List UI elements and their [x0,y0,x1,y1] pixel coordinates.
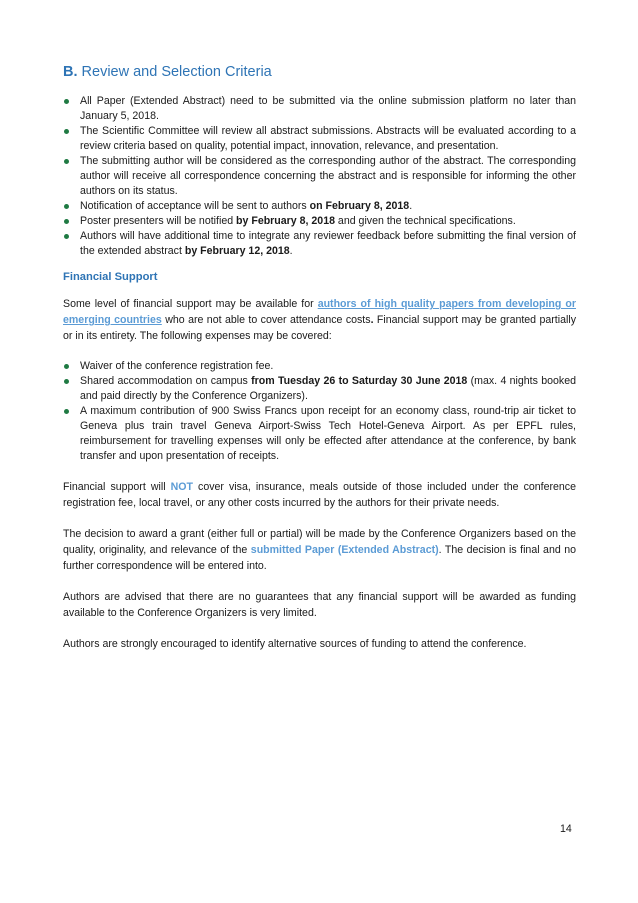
list-item [63,154,576,199]
bullet-icon [64,234,69,239]
paragraph-text: who are not able to cover attendance costs [161,314,371,326]
list-item-text: . [289,245,293,257]
criteria-list [63,94,576,259]
spacer [63,464,576,479]
bullet-icon [64,409,69,414]
list-item [63,94,576,124]
list-item-text: The Scientific Committee will review all abstract submissions. Abstracts will be evaluated according to a review criteria based on quality, potential impact, innovation, relevance, and presentation. [80,125,576,152]
list-item [63,124,576,154]
eligibility-link[interactable]: authors of high quality papers from developing or emerging countries [63,298,576,326]
list-item-text: Notification of acceptance will be sent to authors [80,200,310,212]
bullet-icon [64,204,69,209]
not-covered-paragraph [63,479,576,511]
paragraph-text: . The decision is final and no further correspondence will be entered into. [63,544,577,572]
spacer [63,574,576,589]
list-item [63,404,576,464]
deadline-date: by February 12, 2018 [184,245,290,257]
paragraph-text: cover visa, insurance, meals outside of those included under the conference registration fee, local travel, or any other costs incurred by the authors for their private needs. [63,481,576,509]
list-item-text: Shared accommodation on campus [80,375,252,387]
accommodation-dates: from Tuesday 26 to Saturday 30 June 2018 [251,375,468,387]
paragraph-text: Financial support may be granted partially or in its entirety. The following expenses may be covered: [63,314,576,342]
paragraph-text: Financial support will [63,481,171,493]
bullet-icon [64,379,69,384]
advised-paragraph: Authors are advised that there are no guarantees that any financial support will be awarded as funding available to the Conference Organizers is very limited. [63,591,576,619]
submitted-paper-emphasis: submitted Paper (Extended Abstract) [250,544,439,556]
list-item-text: The submitting author will be considered as the corresponding author of the abstract. The corresponding author will receive all correspondence concerning the abstract and is responsible for informing the other authors on its status. [80,155,576,197]
paragraph-text: The decision to award a grant (either full or partial) will be made by the Conference Organizers based on the quality, originality, and relevance of the [63,528,576,556]
list-item [63,374,576,404]
list-item-text: A maximum contribution of 900 Swiss Francs upon receipt for an economy class, round-trip air ticket to Geneva plus train travel Geneva Airport-Swiss Tech Hotel-Geneva Airport. As per EPFL rules, reimbursement for travelling expenses will only be effected after attendance at the conference, by bank transfer and upon presentation of receipts. [80,405,576,462]
section-letter: B. [63,64,78,80]
bullet-icon [64,364,69,369]
list-item [63,214,576,229]
section-heading [63,64,576,80]
page-number: 14 [560,823,572,835]
financial-support-heading: Financial Support [63,271,158,283]
paragraph-text: . [370,314,374,326]
spacer [63,621,576,636]
list-item-text: All Paper (Extended Abstract) need to be submitted via the online submission platform no later than January 5, 2018. [80,95,576,122]
financial-intro-paragraph [63,296,576,344]
list-item-text: Poster presenters will be notified [80,215,237,227]
deadline-date: by February 8, 2018 [236,215,335,227]
list-item-text: Authors will have additional time to integrate any reviewer feedback before submitting the final version of the extended abstract [80,230,576,257]
list-item [63,229,576,259]
encouraged-paragraph: Authors are strongly encouraged to identify alternative sources of funding to attend the conference. [63,638,527,650]
section-title: Review and Selection Criteria [77,64,272,80]
bullet-icon [64,219,69,224]
list-item-text: Waiver of the conference registration fee. [80,360,274,372]
list-item-text: . [409,200,413,212]
spacer [63,511,576,526]
list-item-text: and given the technical specifications. [334,215,516,227]
page-content [63,64,576,652]
paragraph-text: Some level of financial support may be available for [63,298,318,310]
list-item [63,199,576,214]
bullet-icon [64,99,69,104]
emphasis-not: NOT [170,481,193,493]
list-item [63,359,576,374]
decision-paragraph [63,526,576,574]
bullet-icon [64,159,69,164]
spacer [63,344,576,359]
bullet-icon [64,129,69,134]
list-item-text: (max. 4 nights booked and paid directly by the Conference Organizers). [80,375,577,402]
deadline-date: on February 8, 2018 [309,200,410,212]
expenses-list [63,359,576,464]
